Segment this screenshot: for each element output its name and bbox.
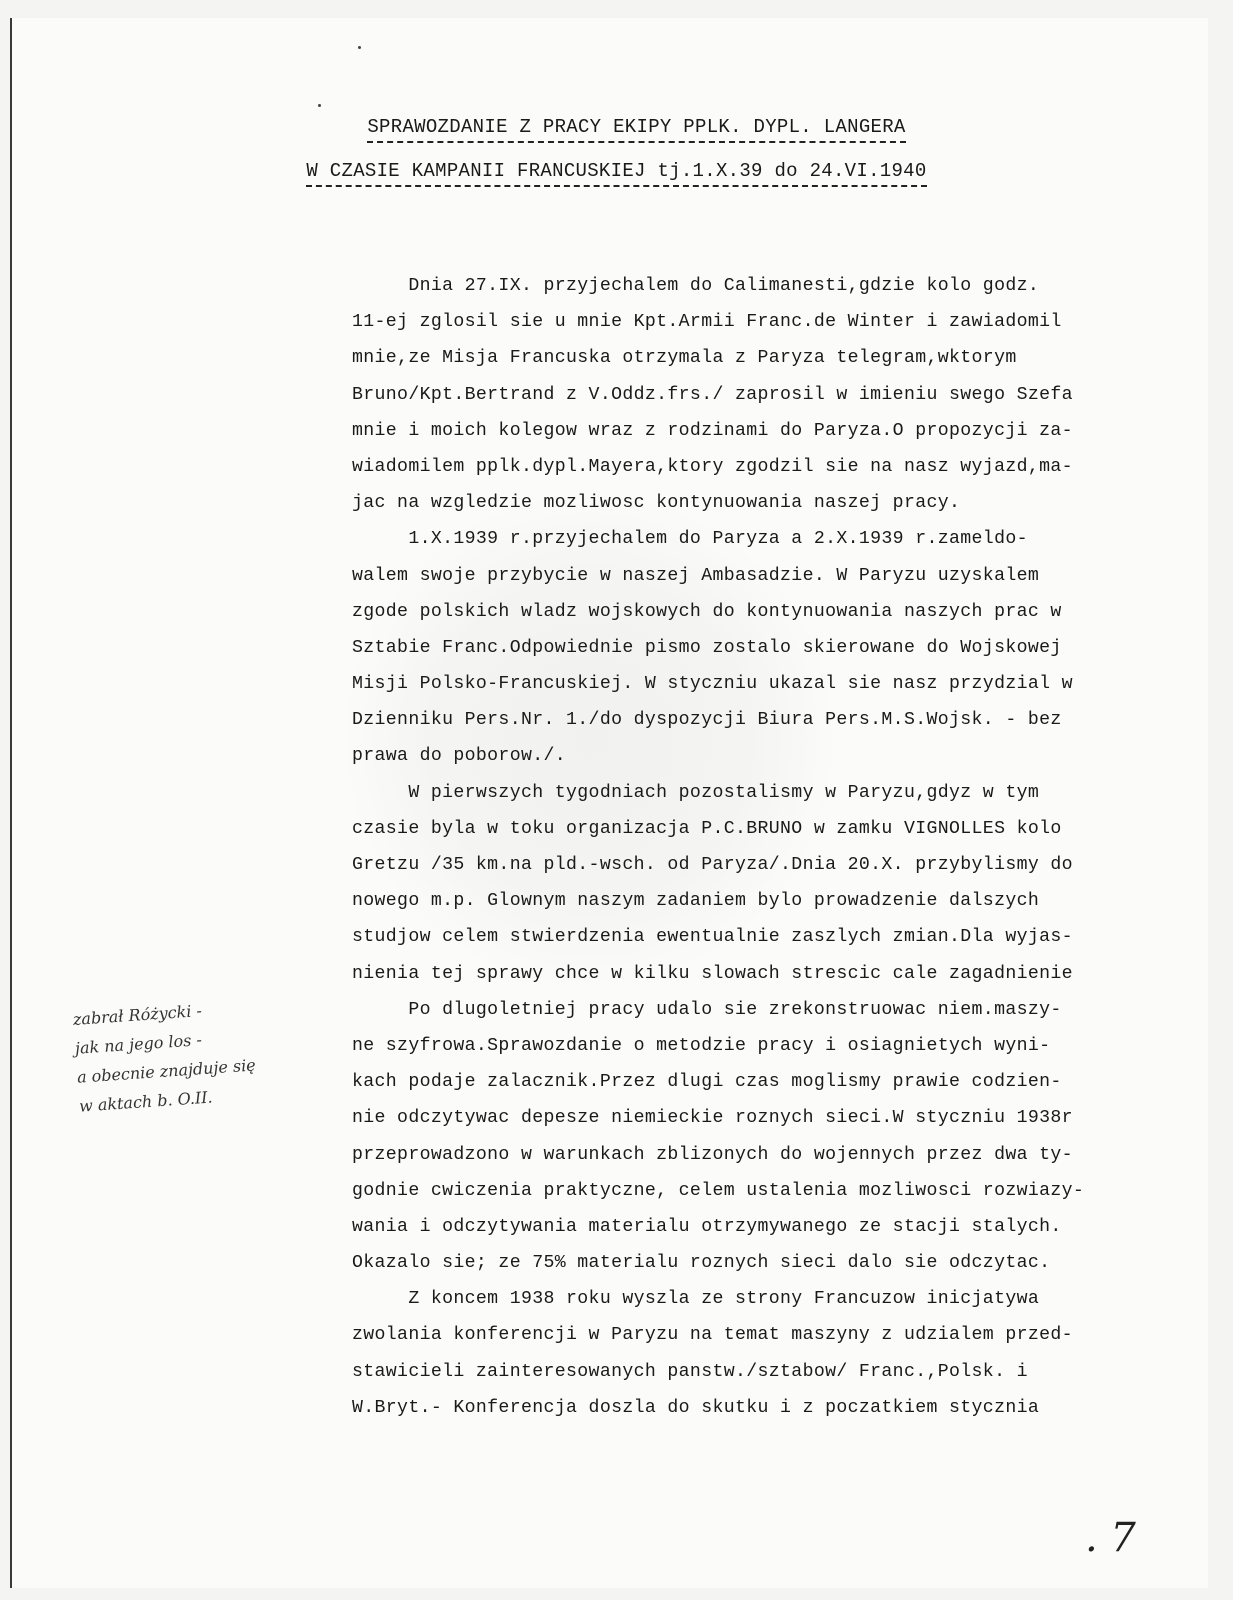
document-body <box>352 268 1172 1426</box>
margin-note-line: jak na jego los - <box>74 1030 203 1058</box>
body-line: 1.X.1939 r.przyjechalem do Paryza a 2.X.1939 r.zameldo- <box>352 529 1028 550</box>
body-line: wania i odczytywania materialu otrzymywanego ze stacji stalych. <box>352 1216 1062 1237</box>
margin-note-line: a obecnie znajduje się <box>76 1055 257 1087</box>
body-line: prawa do poborow./. <box>352 746 567 767</box>
body-line: wiadomilem pplk.dypl.Mayera,ktory zgodzil sie na nasz wyjazd,ma- <box>352 456 1073 477</box>
title-line-2-text: W CZASIE KAMPANII FRANCUSKIEJ tj.1.X.39 do 24.VI.1940 <box>306 160 926 187</box>
body-line: nie odczytywac depesze niemieckie roznych sieci.W styczniu 1938r <box>352 1108 1073 1129</box>
body-line: Sztabie Franc.Odpowiednie pismo zostalo skierowane do Wojskowej <box>352 637 1062 658</box>
document-title-line-2 <box>0 160 1233 182</box>
body-line: W pierwszych tygodniach pozostalismy w Paryzu,gdyz w tym <box>352 782 1040 803</box>
body-line: Dzienniku Pers.Nr. 1./do dyspozycji Biura Pers.M.S.Wojsk. - bez <box>352 710 1062 731</box>
body-line: Po dlugoletniej pracy udalo sie zrekonstruowac niem.maszy- <box>352 999 1062 1020</box>
body-line: nienia tej sprawy chce w kilku slowach strescic cale zagadnienie <box>352 963 1073 984</box>
document-title-line-1 <box>0 116 1233 138</box>
body-line: godnie cwiczenia praktyczne, celem ustalenia mozliwosci rozwiazy- <box>352 1180 1085 1201</box>
body-line: Dnia 27.IX. przyjechalem do Calimanesti,gdzie kolo godz. <box>352 276 1040 296</box>
body-line: 11-ej zglosil sie u mnie Kpt.Armii Franc.de Winter i zawiadomil <box>352 312 1062 333</box>
body-line: stawicieli zainteresowanych panstw./sztabow/ Franc.,Polsk. i <box>352 1361 1028 1382</box>
body-line: zgode polskich wladz wojskowych do kontynuowania naszych prac w <box>352 601 1062 622</box>
body-line: nowego m.p. Glownym naszym zadaniem bylo prowadzenie dalszych <box>352 891 1040 912</box>
body-line: kach podaje zalacznik.Przez dlugi czas moglismy prawie codzien- <box>352 1072 1062 1093</box>
body-line: mnie i moich kolegow wraz z rodzinami do Paryza.O propozycji za- <box>352 420 1073 441</box>
body-line: ne szyfrowa.Sprawozdanie o metodzie pracy i osiagnietych wyni- <box>352 1035 1051 1056</box>
body-line: zwolania konferencji w Paryzu na temat maszyny z udzialem przed- <box>352 1325 1073 1346</box>
body-line: jac na wzgledzie mozliwosc kontynuowania naszej pracy. <box>352 493 961 514</box>
body-line: studjow celem stwierdzenia ewentualnie zaszlych zmian.Dla wyjas- <box>352 927 1073 948</box>
body-line: przeprowadzono w warunkach zblizonych do wojennych przez dwa ty- <box>352 1144 1073 1165</box>
ink-speck <box>318 104 321 107</box>
body-line: mnie,ze Misja Francuska otrzymala z Paryza telegram,wktorym <box>352 348 1017 369</box>
body-line: czasie byla w toku organizacja P.C.BRUNO w zamku VIGNOLLES kolo <box>352 818 1062 839</box>
body-line: Gretzu /35 km.na pld.-wsch. od Paryza/.Dnia 20.X. przybylismy do <box>352 855 1073 875</box>
handwritten-margin-note <box>72 988 329 1121</box>
body-line: W.Bryt.- Konferencja doszla do skutku i z poczatkiem stycznia <box>352 1397 1040 1418</box>
body-line: Okazalo sie; ze 75% materialu roznych sieci dalo sie odczytac. <box>352 1253 1051 1274</box>
margin-note-line: zabrał Różycki - <box>72 1000 203 1029</box>
ink-speck <box>358 46 361 49</box>
title-line-1-text: SPRAWOZDANIE Z PRACY EKIPY PPLK. DYPL. LANGERA <box>367 116 905 143</box>
body-line: walem swoje przybycie w naszej Ambasadzie. W Paryzu uzyskalem <box>352 565 1040 586</box>
page-number: . 7 <box>1085 1515 1136 1561</box>
margin-note-line: w aktach b. O.II. <box>78 1087 214 1116</box>
body-line: Z koncem 1938 roku wyszla ze strony Francuzow inicjatywa <box>352 1289 1040 1310</box>
body-line: Misji Polsko-Francuskiej. W styczniu ukazal sie nasz przydzial w <box>352 674 1073 695</box>
body-line: Bruno/Kpt.Bertrand z V.Oddz.frs./ zaprosil w imieniu swego Szefa <box>352 384 1073 405</box>
